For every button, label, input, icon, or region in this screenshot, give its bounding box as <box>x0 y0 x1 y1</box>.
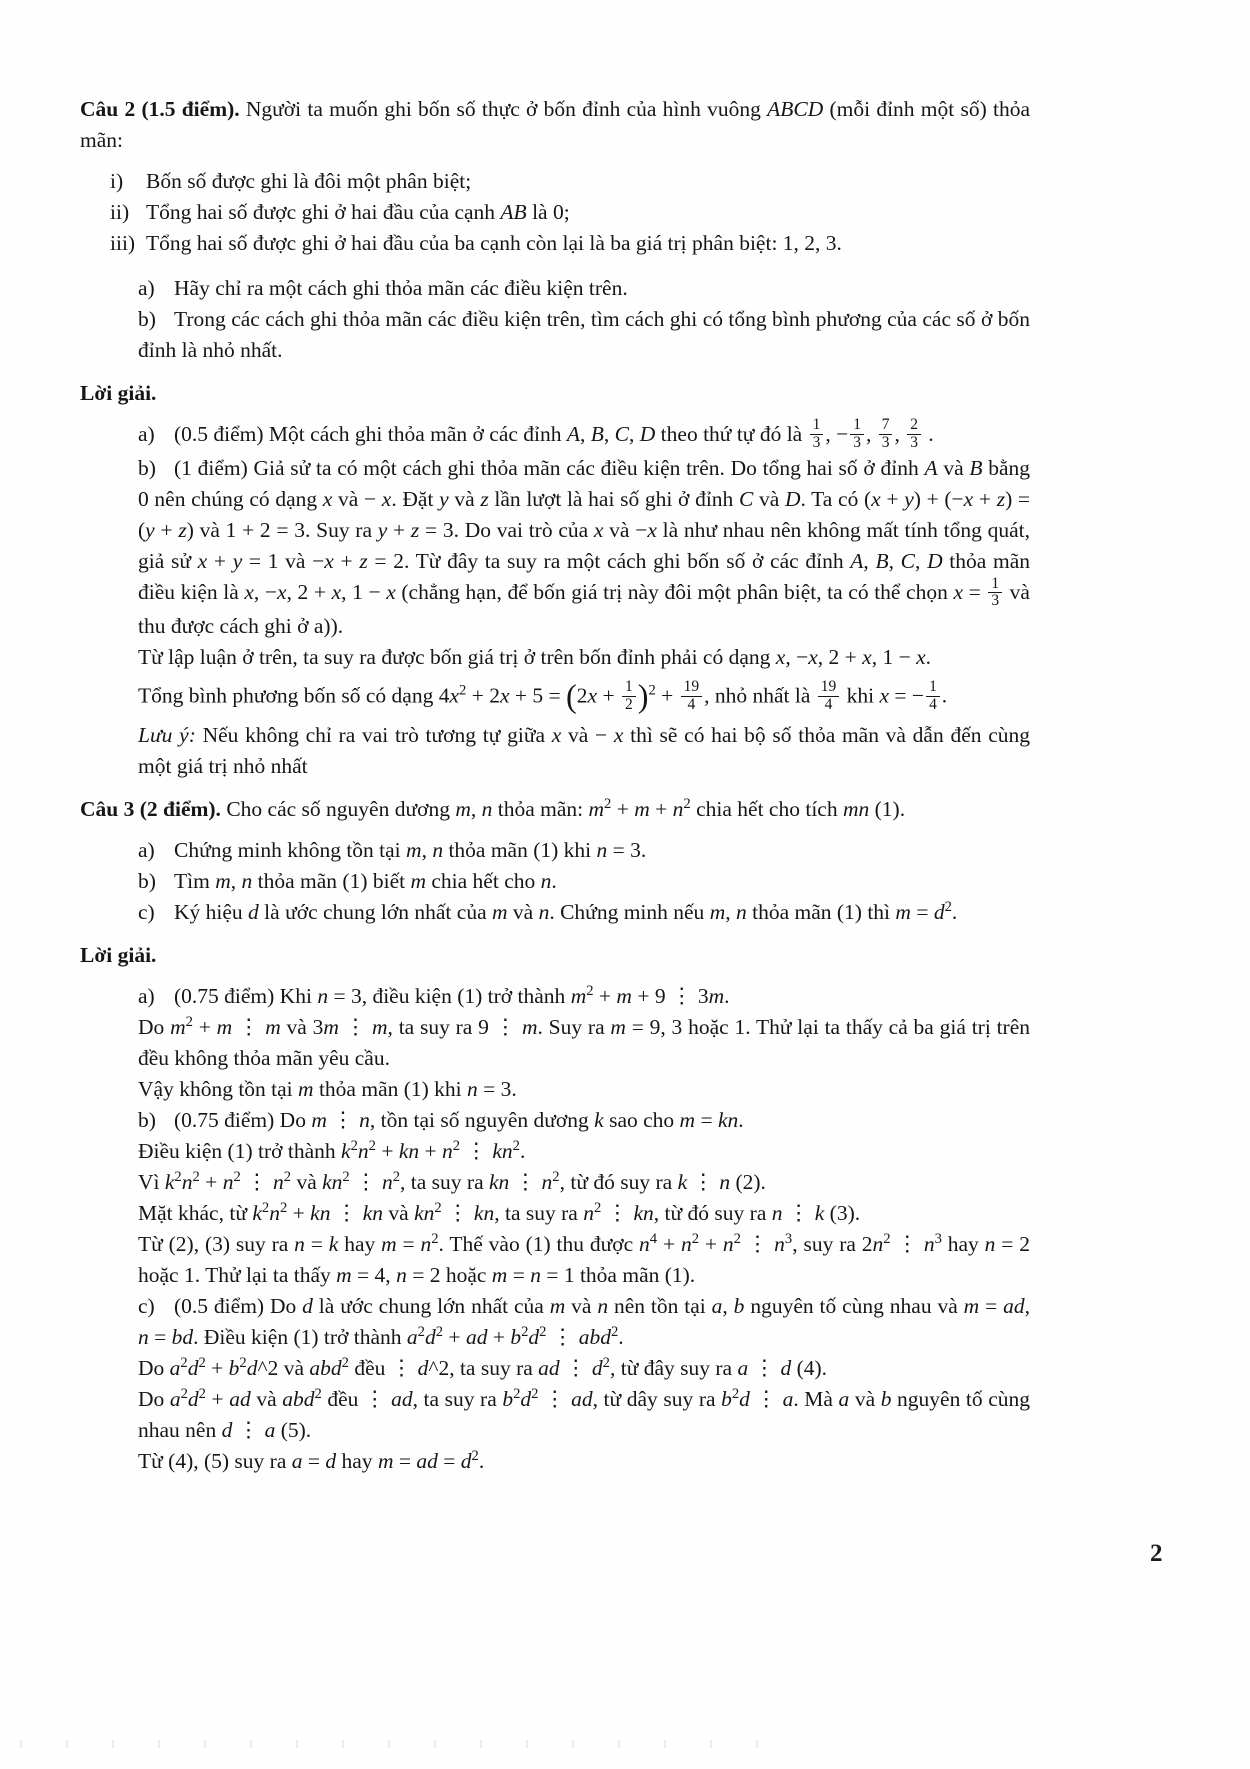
problem3-solution <box>80 981 1030 1478</box>
problem3-solution-title: Lời giải. <box>80 942 157 967</box>
solution-text: (0.75 điểm) Do m ⋮ n, tồn tại số nguyên dương k sao cho m = kn. Điều kiện (1) trở thành $k^2n^2$ + kn + $n^2$ ⋮ $kn^2$. Vì $k^2n^2 + n^2$ ⋮ $n^2$ và $kn^2$ ⋮ $n^2$, ta suy ra kn ⋮ $n^2$, từ đó suy ra k ⋮ n (2). Mặt khác, từ $k^2n^2$ + kn ⋮ kn và $kn^2$ ⋮ kn, ta suy ra $n^2$ ⋮ kn, từ đó suy ra n ⋮ k (3). Từ (2), (3) suy ra n = k hay $m = n^2$. Thế vào (1) thu được $n^4 + n^2 + n^2$ ⋮ $n^3$, suy ra $2n^2$ ⋮ $n^3$ hay n = 2 hoặc 1. Thử lại ta thấy m = 4, n = 2 hoặc m = n = 1 thỏa mãn (1). <box>138 1107 1030 1288</box>
question-text: Hãy chỉ ra một cách ghi thỏa mãn các điều kiện trên. <box>174 275 628 300</box>
question-text: Tìm m, n thỏa mãn (1) biết m chia hết cho n. <box>174 868 557 893</box>
solution-item-c <box>80 1291 1030 1477</box>
page-number: 2 <box>1150 1540 1163 1567</box>
question-text: Trong các cách ghi thỏa mãn các điều kiện trên, tìm cách ghi có tổng bình phương của các số ở bốn đỉnh là nhỏ nhất. <box>138 306 1030 362</box>
condition-text: Tổng hai số được ghi ở hai đầu của cạnh AB là 0; <box>146 199 570 224</box>
question-item-b <box>80 304 1030 366</box>
problem2-solution <box>80 416 1031 782</box>
solution-note: Lưu ý: Nếu không chỉ ra vai trò tương tự giữa x và − x thì sẽ có hai bộ số thỏa mãn và dẫn đến cùng một giá trị nhỏ nhất <box>138 722 1030 778</box>
problem-2-section <box>80 94 1030 782</box>
condition-item-iii <box>80 228 1030 259</box>
solution-text: (0.5 điểm) Do d là ước chung lớn nhất của m và n nên tồn tại a, b nguyên tố cùng nhau và m = ad, n = bd. Điều kiện (1) trở thành $a^2d^2$ + ad + $b^2d^2$ ⋮ abd$^2$. Do $a^2d^2$ + $b^2d\^{}2$ và abd$^2$ đều ⋮ d^2, ta suy ra ad ⋮ $d^2$, từ đây suy ra a ⋮ d (4). Do $a^2d^2$ + ad và abd$^2$ đều ⋮ ad, ta suy ra $b^2d^2$ ⋮ ad, từ dây suy ra $b^2d$ ⋮ a. Mà a và b nguyên tố cùng nhau nên d ⋮ a (5). Từ (4), (5) suy ra a = d hay m = ad = $d^2$. <box>138 1294 1031 1474</box>
condition-item-ii <box>80 197 1030 228</box>
question-text: Ký hiệu d là ước chung lớn nhất của m và n. Chứng minh nếu m, n thỏa mãn (1) thì $m = d^2$. <box>174 898 958 924</box>
problem-3-section <box>80 794 1030 1478</box>
condition-item-i <box>80 166 1030 197</box>
condition-text: Bốn số được ghi là đôi một phân biệt; <box>146 168 472 193</box>
solution-text: (0.5 điểm) Một cách ghi thỏa mãn ở các đỉnh A, B, C, D theo thứ tự đó là $\frac{1}{3}$ , − $\frac{1}{3}$ , $\frac{7}{3}$ , $\frac{2}{3}$ . <box>174 416 934 452</box>
question-text: Chứng minh không tồn tại m, n thỏa mãn (1) khi n = 3. <box>174 837 647 862</box>
problem2-conditions <box>80 166 1030 259</box>
condition-text: Tổng hai số được ghi ở hai đầu của ba cạnh còn lại là ba giá trị phân biệt: 1, 2, 3. <box>146 230 842 255</box>
condition-label: i) <box>110 168 124 193</box>
problem2-statement: Người ta muốn ghi bốn số thực ở bốn đỉnh của hình vuông ABCD (mỗi đỉnh một số) thỏa mãn: <box>80 97 1030 152</box>
solution-item-b <box>80 1105 1030 1291</box>
solution-continuation: Từ lập luận ở trên, ta suy ra được bốn giá trị ở trên bốn đỉnh phải có dạng x, −x, 2 + x, 1 − x. <box>138 645 931 670</box>
problem3-heading <box>80 794 1030 825</box>
solution-label: a) <box>138 421 155 446</box>
condition-label: ii) <box>110 199 130 224</box>
solution-label: b) <box>138 456 156 481</box>
question-label: c) <box>138 899 155 924</box>
question-label: b) <box>138 868 156 893</box>
solution-continuation: Tổng bình phương bốn số có dạng $4x^2 + 2x + 5 = (2x$ + $\frac{1}{2}$ )$^2$ + $\frac{19}{4}$ , nhỏ nhất là $\frac{19}{4}$ khi x = − $\frac{1}{4}$ . <box>138 678 948 715</box>
question-label: a) <box>138 837 155 862</box>
solution-label: b) <box>138 1107 156 1132</box>
solution-item-a <box>80 416 1030 453</box>
problem2-solution-title: Lời giải. <box>80 380 157 405</box>
question-item-b <box>80 866 1030 897</box>
question-item-c <box>80 897 1030 928</box>
page-content <box>80 94 1030 1477</box>
solution-item-b <box>80 453 1030 642</box>
problem2-title: Câu 2 (1.5 điểm). <box>80 97 240 121</box>
problem3-title: Câu 3 (2 điểm). <box>80 796 221 821</box>
question-item-a <box>80 273 1030 304</box>
question-label: a) <box>138 275 155 300</box>
solution-text: (1 điểm) Giả sử ta có một cách ghi thỏa mãn các điều kiện trên. Do tổng hai số ở đỉnh A và B bằng 0 nên chúng có dạng x và − x. Đặt y và z lần lượt là hai số ghi ở đỉnh C và D. Ta có (x + y) + (−x + z) = (y + z) và 1 + 2 = 3. Suy ra y + z = 3. Do vai trò của x và −x là như nhau nên không mất tính tổng quát, giả sử x + y = 1 và −x + z = 2. Từ đây ta suy ra một cách ghi bốn số ở các đỉnh A, B, C, D thỏa mãn điều kiện là x, −x, 2 + x, 1 − x (chẳng hạn, để bốn giá trị này đôi một phân biệt, ta có thể chọn x = $\frac{1}{3}$ và thu được cách ghi ở a)). <box>138 456 1031 639</box>
question-item-a <box>80 835 1030 866</box>
scan-artifact <box>20 1740 780 1748</box>
solution-label: a) <box>138 983 155 1008</box>
problem3-statement: Cho các số nguyên dương m, n thỏa mãn: $m^2 + m + n^2$ chia hết cho tích mn (1). <box>220 795 906 821</box>
problem2-heading <box>80 94 1030 156</box>
solution-text: (0.75 điểm) Khi n = 3, điều kiện (1) trở thành $m^2 + m + 9$ ⋮ 3m. Do $m^2 + m$ ⋮ m và 3m ⋮ m, ta suy ra 9 ⋮ m. Suy ra m = 9, 3 hoặc 1. Thử lại ta thấy cả ba giá trị trên đều không thỏa mãn yêu cầu. Vậy không tồn tại m thỏa mãn (1) khi n = 3. <box>138 982 1031 1101</box>
problem3-questions <box>80 835 1030 928</box>
solution-label: c) <box>138 1294 155 1319</box>
solution-item-a <box>80 981 1030 1105</box>
condition-label: iii) <box>110 230 136 255</box>
question-label: b) <box>138 306 156 331</box>
problem2-questions <box>80 273 1030 366</box>
